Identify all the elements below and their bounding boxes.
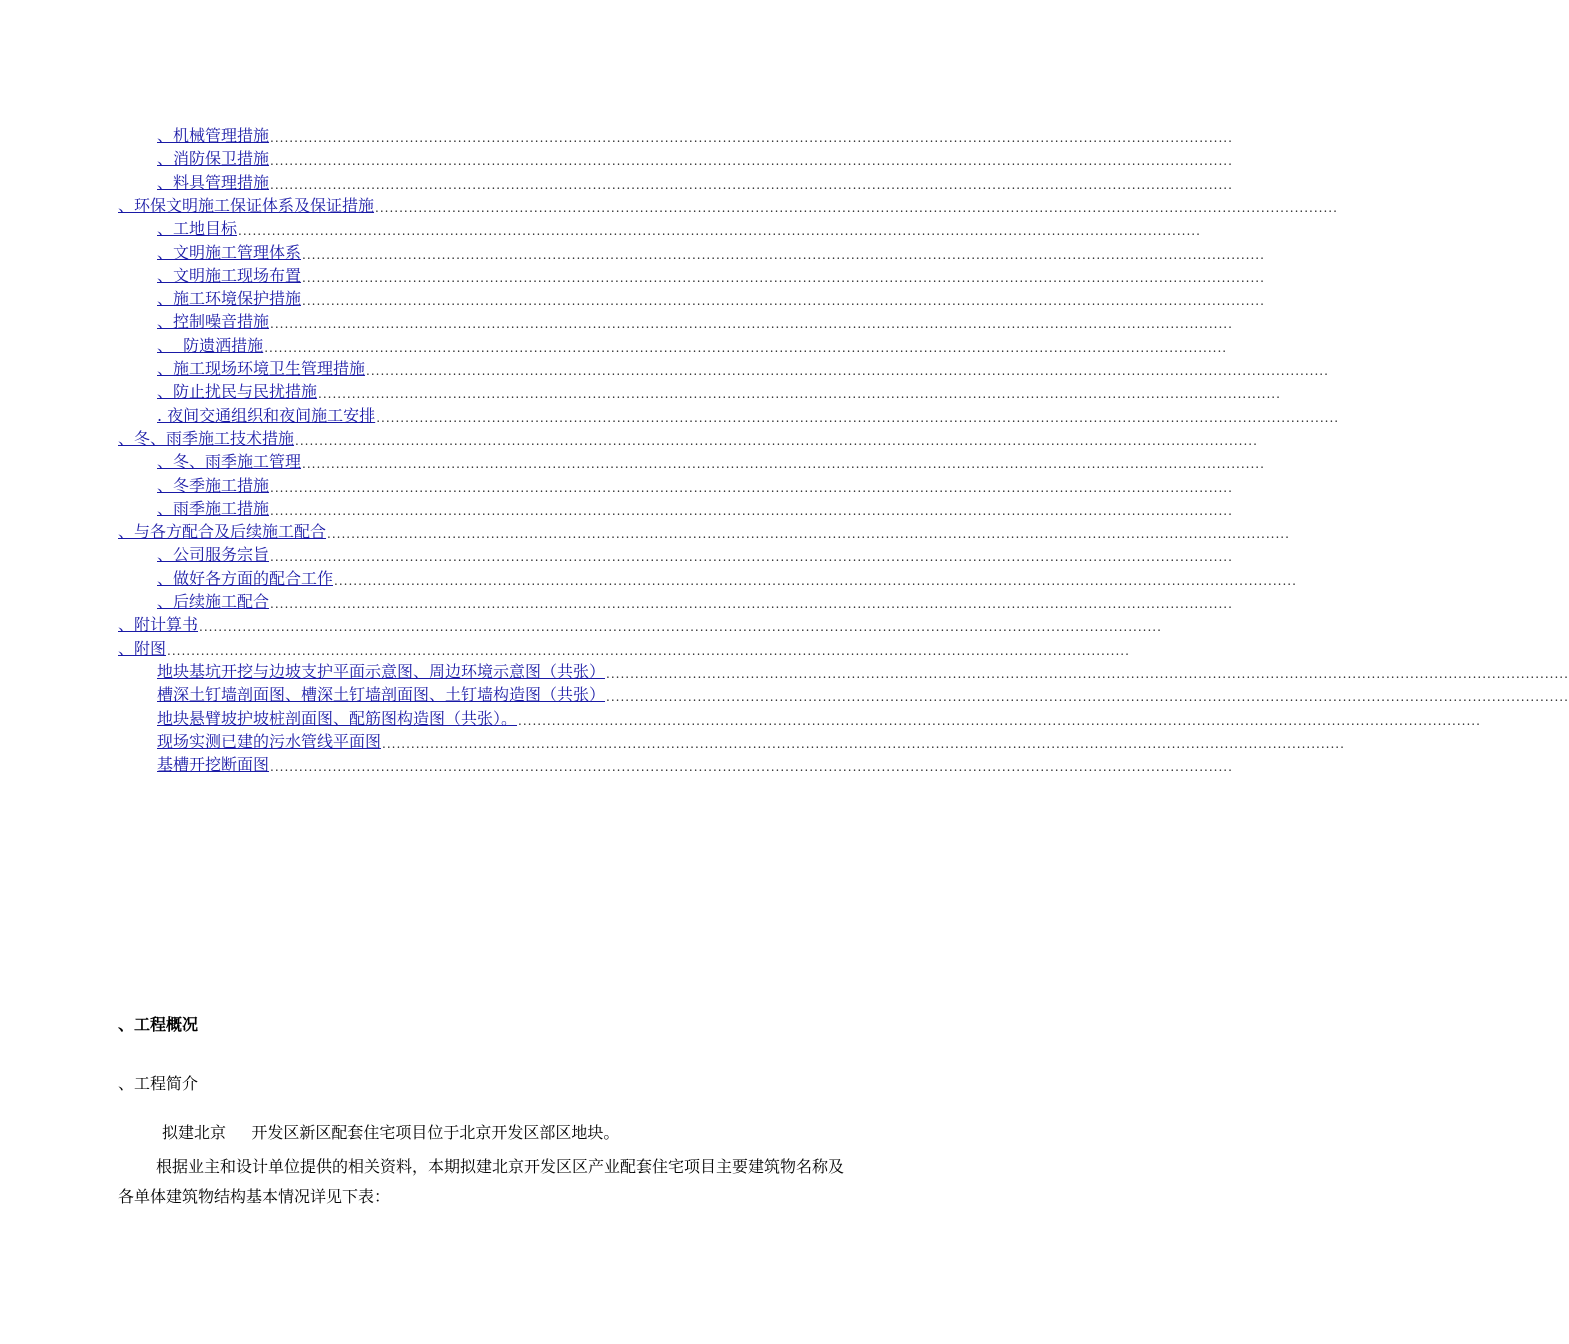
toc-entry[interactable] [157, 287, 1265, 309]
toc-entry[interactable] [157, 567, 1297, 589]
toc-entry-link[interactable]: 、后续施工配合 [157, 592, 270, 611]
toc-entry-link[interactable]: 地块基坑开挖与边坡支护平面示意图、周边环境示意图（共张） [157, 661, 606, 681]
toc-leader-dots: ........................................................................................................................................................................................................ [270, 503, 1233, 518]
toc-entry-link[interactable]: 、防止扰民与民扰措施 [157, 382, 318, 402]
toc-leader-dots: ........................................................................................................................................................................................................ [167, 643, 1130, 658]
toc-entry-link[interactable]: 、附图 [118, 638, 167, 658]
toc-entry-link[interactable]: 、料具管理措施 [157, 172, 270, 192]
toc-entry-link[interactable]: 、附计算书 [118, 615, 199, 635]
toc-entry-link[interactable]: 地块悬臂坡护坡桩剖面图、配筋图构造图（共张）。 [157, 708, 518, 728]
toc-entry[interactable] [157, 124, 1233, 146]
toc-entry-link[interactable]: 、冬季施工措施 [157, 475, 270, 495]
toc-leader-dots: ........................................................................................................................................................................................................ [334, 573, 1297, 588]
toc-entry-link[interactable]: 、做好各方面的配合工作 [157, 568, 334, 588]
toc-entry[interactable] [157, 357, 1329, 379]
toc-leader-dots: ........................................................................................................................................................................................................ [270, 317, 1233, 332]
toc-leader-dots: ........................................................................................................................................................................................................ [270, 177, 1233, 192]
toc-entry-link[interactable]: 、机械管理措施 [157, 126, 270, 145]
toc-leader-dots: ........................................................................................................................................................................................................ [270, 154, 1233, 169]
toc-leader-dots: ........................................................................................................................................................................................................ [366, 364, 1329, 378]
toc-entry[interactable] [118, 637, 1130, 659]
toc-entry[interactable] [157, 404, 1340, 426]
toc-entry-link[interactable]: 、 防遗洒措施 [157, 335, 264, 355]
toc-leader-dots: ........................................................................................................................................................................................................ [327, 527, 1290, 542]
toc-entry-link[interactable]: 、施工环境保护措施 [157, 289, 302, 309]
toc-leader-dots: ........................................................................................................................................................................................................ [270, 480, 1233, 495]
toc-leader-dots: ........................................................................................................................................................................................................ [382, 736, 1345, 751]
toc-entry[interactable] [157, 147, 1233, 169]
toc-entry[interactable] [157, 264, 1265, 286]
toc-leader-dots: ........................................................................................................................................................................................................ [302, 457, 1265, 472]
toc-entry-link[interactable]: 、文明施工管理体系 [157, 242, 302, 262]
toc-entry-link[interactable]: 、工地目标 [157, 219, 238, 239]
toc-entry[interactable] [157, 217, 1201, 239]
toc-leader-dots: ........................................................................................................................................................................................................ [295, 433, 1258, 448]
toc-entry[interactable] [118, 194, 1338, 216]
toc-leader-dots: ........................................................................................................................................................................................................ [302, 270, 1265, 285]
toc-entry[interactable] [118, 520, 1290, 542]
toc-leader-dots: ........................................................................................................................................................................................................ [238, 224, 1201, 239]
section-heading: 、工程概况 [118, 1015, 199, 1034]
toc-entry-link[interactable]: . 夜间交通组织和夜间施工安排 [157, 405, 376, 425]
toc-leader-dots: ........................................................................................................................................................................................................ [302, 294, 1265, 309]
toc-entry-link[interactable]: 、冬、雨季施工技术措施 [118, 428, 295, 448]
toc-entry-link[interactable]: 、雨季施工措施 [157, 498, 270, 518]
toc-entry-link[interactable]: 基槽开挖断面图 [157, 755, 270, 775]
toc-leader-dots: ........................................................................................................................................................................................................ [376, 410, 1340, 425]
toc-leader-dots: ........................................................................................................................................................................................................ [270, 597, 1233, 611]
toc-leader-dots: ........................................................................................................................................................................................................ [270, 550, 1233, 565]
toc-entry-link[interactable]: 、施工现场环境卫生管理措施 [157, 359, 366, 378]
toc-entry[interactable] [157, 683, 1569, 705]
toc-entry-link[interactable]: 、冬、雨季施工管理 [157, 452, 302, 472]
toc-entry[interactable] [157, 310, 1233, 332]
toc-entry-link[interactable]: 、环保文明施工保证体系及保证措施 [118, 195, 375, 215]
toc-leader-dots: ........................................................................................................................................................................................................ [318, 387, 1281, 402]
toc-entry[interactable] [157, 753, 1233, 775]
toc-entry-link[interactable]: 、消防保卫措施 [157, 149, 270, 169]
toc-entry[interactable] [157, 380, 1281, 402]
toc-entry[interactable] [118, 613, 1162, 635]
toc-entry[interactable] [157, 497, 1233, 519]
toc-entry-link[interactable]: 、文明施工现场布置 [157, 265, 302, 285]
toc-leader-dots: ........................................................................................................................................................................................................ [264, 340, 1228, 355]
toc-leader-dots: ........................................................................................................................................................................................................ [375, 200, 1338, 215]
toc-entry[interactable] [157, 730, 1345, 752]
toc-entry[interactable] [157, 590, 1233, 612]
toc-entry[interactable] [157, 334, 1228, 356]
toc-entry[interactable] [118, 427, 1258, 449]
toc-entry[interactable] [157, 707, 1481, 729]
toc-entry[interactable] [157, 171, 1233, 193]
subsection-heading: 、工程简介 [118, 1074, 199, 1093]
toc-entry[interactable] [157, 660, 1569, 682]
toc-entry-link[interactable]: 、与各方配合及后续施工配合 [118, 522, 327, 542]
toc-leader-dots: ........................................................................................................................................................................................................ [606, 666, 1569, 681]
toc-entry-link[interactable]: 槽深土钉墙剖面图、槽深土钉墙剖面图、土钉墙构造图（共张） [157, 685, 606, 705]
toc-leader-dots: ........................................................................................................................................................................................................ [302, 247, 1265, 262]
paragraph-details: 根据业主和设计单位提供的相关资料，本期拟建北京开发区区产业配套住宅项目主要建筑物名称及各单体建筑物结构基本情况详见下表： [118, 1157, 845, 1206]
toc-entry-link[interactable]: 、公司服务宗旨 [157, 545, 270, 565]
toc-leader-dots: ........................................................................................................................................................................................................ [606, 690, 1569, 705]
toc-entry-link[interactable]: 现场实测已建的污水管线平面图 [157, 731, 382, 751]
toc-leader-dots: ........................................................................................................................................................................................................ [270, 760, 1233, 775]
toc-entry[interactable] [157, 450, 1265, 472]
toc-entry[interactable] [157, 543, 1233, 565]
toc-leader-dots: ........................................................................................................................................................................................................ [270, 131, 1233, 145]
toc-leader-dots: ........................................................................................................................................................................................................ [199, 620, 1162, 635]
toc-entry[interactable] [157, 474, 1233, 496]
toc-leader-dots: ........................................................................................................................................................................................................ [518, 713, 1481, 728]
toc-entry-link[interactable]: 、控制噪音措施 [157, 312, 270, 332]
toc-entry[interactable] [157, 241, 1265, 263]
paragraph-intro: 拟建北京 开发区新区配套住宅项目位于北京开发区部区地块。 [162, 1123, 620, 1142]
